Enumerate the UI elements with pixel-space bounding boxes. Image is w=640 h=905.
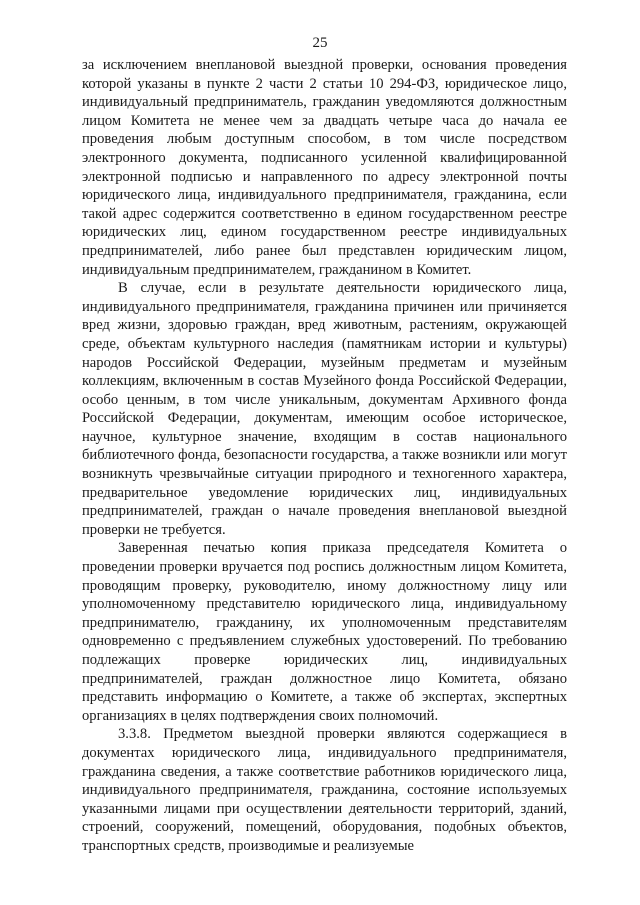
document-body xyxy=(82,56,567,856)
paragraph-continuation: за исключением внеплановой выездной проверки, основания проведения которой указаны в пункте 2 части 2 статьи 10 294-ФЗ, юридическое лицо, индивидуальный предприниматель, гражданин уведомляются должностным лицом Комитета не менее чем за двадцать четыре часа до начала ее проведения любым доступным способом, в том числе посредством электронного документа, подписанного усиленной квалифицированной электронной подписью и направленного по адресу электронной почты юридического лица, индивидуального предпринимателя, гражданина, если такой адрес содержится соответственно в едином государственном реестре юридических лиц, едином государственном реестре индивидуальных предпринимателей, либо ранее был представлен юридическим лицом, индивидуальным предпринимателем, гражданином в Комитет. xyxy=(82,57,567,278)
paragraph-harm-case: В случае, если в результате деятельности юридического лица, индивидуального предпринимателя, гражданина причинен или причиняется вред жизни, здоровью граждан, вред животным, растениям, окружающей среде, объектам культурного наследия (памятникам истории и культуры) народов Российской Федерации, музейным предметам и музейным коллекциям, включенным в состав Музейного фонда Российской Федерации, особо ценным, в том числе уникальным, документам Архивного фонда Российской Федерации, документам, имеющим особое историческое, научное, культурное значение, входящим в состав национального библиотечного фонда, безопасности государства, а также возникли или могут возникнуть чрезвычайные ситуации природного и техногенного характера, предварительное уведомление юридических лиц, индивидуальных предпринимателей, граждан о начале проведения внеплановой выездной проверки не требуется. xyxy=(82,280,567,538)
paragraph-3-3-8: 3.3.8. Предметом выездной проверки являются содержащиеся в документах юридического лица, индивидуального предпринимателя, гражданина сведения, а также соответствие работников юридического лица, индивидуального предпринимателя, гражданина, состояние используемых указанными лицами при осуществлении деятельности территорий, зданий, строений, сооружений, помещений, оборудования, подобных объектов, транспортных средств, производимые и реализуемые xyxy=(82,726,567,854)
paragraph-order-copy: Заверенная печатью копия приказа председателя Комитета о проведении проверки вручается под роспись должностным лицом Комитета, проводящим проверку, руководителю, иному должностному лицу или уполномоченному представителю юридического лица, индивидуальному предпринимателю, гражданину, их уполномоченным представителям одновременно с предъявлением служебных удостоверений. По требованию подлежащих проверке юридических лиц, индивидуальных предпринимателей, граждан должностное лицо Комитета, обязано представить информацию о Комитете, а также об экспертах, экспертных организациях в целях подтверждения своих полномочий. xyxy=(82,540,567,724)
page-number: 25 xyxy=(312,35,328,51)
